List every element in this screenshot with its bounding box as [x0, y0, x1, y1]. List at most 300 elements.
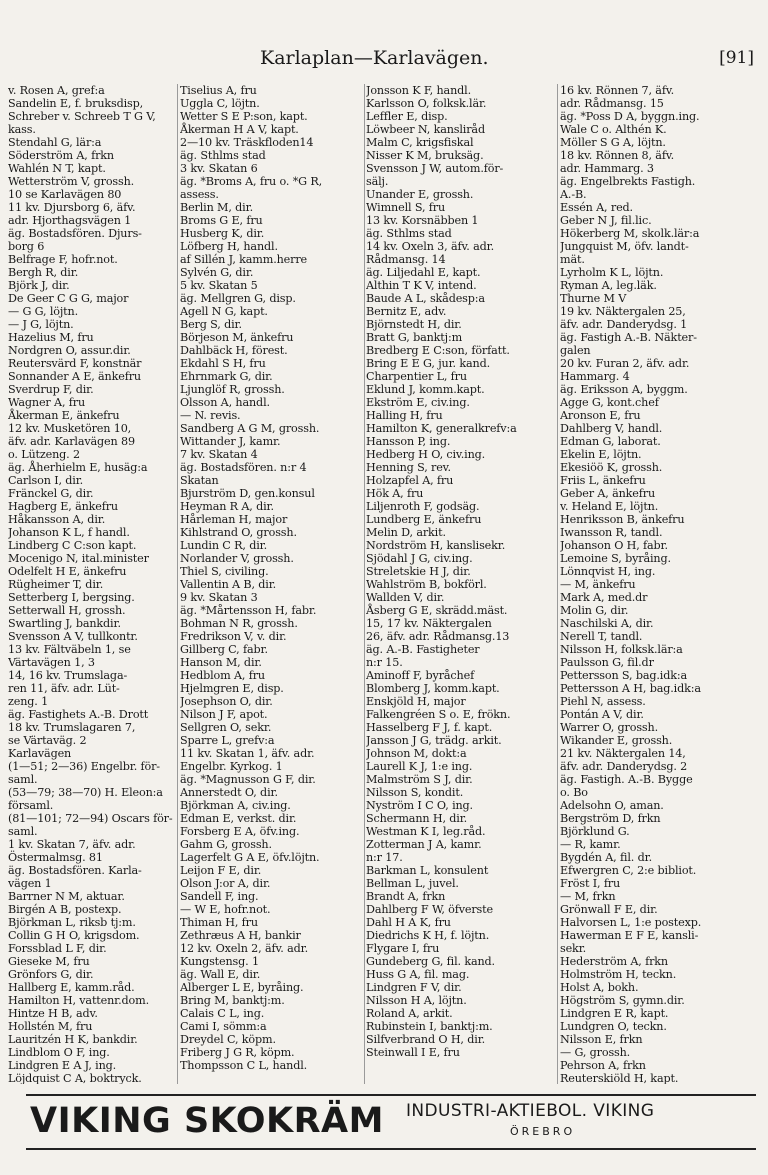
directory-entry: Hammarg. 4	[560, 370, 630, 383]
directory-entry: 9 kv. Skatan 3	[180, 591, 258, 604]
directory-entry: Halling H, fru	[366, 409, 443, 422]
directory-entry: o. Lützeng. 2	[8, 448, 80, 461]
directory-entry: Baude A L, skådesp:a	[366, 292, 485, 305]
directory-entry: Bergström D, frkn	[560, 812, 661, 825]
directory-entry: Nilsson S, kondit.	[366, 786, 464, 799]
directory-entry: 18 kv. Rönnen 8, äfv.	[560, 149, 675, 162]
directory-entry: Forssblad L F, dir.	[8, 942, 107, 955]
directory-entry: Lundberg E, änkefru	[366, 513, 482, 526]
directory-entry: Berg S, dir.	[180, 318, 242, 331]
page-header	[0, 46, 768, 70]
directory-entry: Dahl H A K, fru	[366, 916, 451, 929]
directory-entry: Fredrikson V, v. dir.	[180, 630, 287, 643]
directory-entry: Schermann H, dir.	[366, 812, 468, 825]
directory-entry: Ekström E, civ.ing.	[366, 396, 470, 409]
directory-entry: Steinwall I E, fru	[366, 1046, 460, 1059]
directory-entry: äg. Fastigh A.-B. Näkter-	[560, 331, 697, 344]
directory-entry: Friberg J G R, köpm.	[180, 1046, 295, 1059]
directory-entry: Lyrholm K L, löjtn.	[560, 266, 664, 279]
directory-entry: Hansson P, ing.	[366, 435, 451, 448]
directory-entry: Håkansson A, dir.	[8, 513, 106, 526]
directory-entry: Nilsson H, folksk.lär:a	[560, 643, 683, 656]
directory-entry: Hagberg E, änkefru	[8, 500, 118, 513]
directory-entry: Nyström I C O, ing.	[366, 799, 473, 812]
directory-entry: 16 kv. Rönnen 7, äfv.	[560, 84, 675, 97]
directory-entry: Holst A, bokh.	[560, 981, 639, 994]
directory-entry: Pontán A V, dir.	[560, 708, 644, 721]
directory-entry: Ekesiöö K, grossh.	[560, 461, 663, 474]
directory-entry: Lagerfelt G A E, öfv.löjtn.	[180, 851, 320, 864]
directory-entry: Aminoff F, byråchef	[366, 669, 475, 682]
directory-entry: 12 kv. Musketören 10,	[8, 422, 132, 435]
directory-entry: äg. Engelbrekts Fastigh.	[560, 175, 696, 188]
directory-entry: Nilson J F, apot.	[180, 708, 268, 721]
directory-entry: ren 11, äfv. adr. Lüt-	[8, 682, 120, 695]
directory-entry: Althin T K V, intend.	[366, 279, 477, 292]
directory-entry: Naschilski A, dir.	[560, 617, 654, 630]
directory-entry: äg. Bostadsfören. Karla-	[8, 864, 142, 877]
directory-entry: Hjelmgren E, disp.	[180, 682, 284, 695]
directory-entry: Ekdahl S H, fru	[180, 357, 266, 370]
directory-entry: Sonnander A E, änkefru	[8, 370, 141, 383]
directory-entry: Börjeson M, änkefru	[180, 331, 294, 344]
directory-entry: De Geer C G G, major	[8, 292, 129, 305]
directory-entry: Broms G E, fru	[180, 214, 263, 227]
directory-entry: Bratt G, banktj:m	[366, 331, 463, 344]
directory-entry: Melin D, arkit.	[366, 526, 446, 539]
directory-entry: Pettersson A H, bag.idk:a	[560, 682, 701, 695]
directory-entry: äg. Åherhielm E, husäg:a	[8, 461, 148, 474]
directory-entry: Alberger L E, byråing.	[180, 981, 304, 994]
directory-entry: vägen 1	[8, 877, 52, 890]
directory-entry: (81—101; 72—94) Oscars för-	[8, 812, 173, 825]
directory-entry: äfv. adr. Danderydsg. 1	[560, 318, 688, 331]
directory-entry: Bring M, banktj:m.	[180, 994, 285, 1007]
directory-entry: Vallentin A B, dir.	[180, 578, 277, 591]
directory-entry: Lauritzén H K, bankdir.	[8, 1033, 138, 1046]
directory-entry: Hasselberg F J, f. kapt.	[366, 721, 493, 734]
page-title: Karlaplan—Karlavägen.	[260, 47, 489, 69]
directory-entry: Nordström H, kanslisekr.	[366, 539, 506, 552]
directory-entry: Eklund J, komm.kapt.	[366, 383, 485, 396]
directory-entry: Malmström S J, dir.	[366, 773, 473, 786]
directory-entry: Carlson I, dir.	[8, 474, 84, 487]
directory-entry: Lindberg C C:son kapt.	[8, 539, 137, 552]
directory-column-2	[180, 84, 366, 1084]
directory-entry: Dahlberg V, handl.	[560, 422, 663, 435]
directory-entry: Zethræus A H, bankir	[180, 929, 301, 942]
directory-entry: Thurne M V	[560, 292, 627, 305]
directory-entry: o. Bo	[560, 786, 588, 799]
directory-entry: Holzapfel A, fru	[366, 474, 454, 487]
directory-entry: Norlander V, grossh.	[180, 552, 294, 565]
directory-entry: Charpentier L, fru	[366, 370, 467, 383]
directory-entry: assess.	[180, 188, 219, 201]
directory-entry: Enskjöld H, major	[366, 695, 466, 708]
directory-entry: borg 6	[8, 240, 45, 253]
directory-entry: se Värtaväg. 2	[8, 734, 87, 747]
directory-entry: Swartling J, bankdir.	[8, 617, 121, 630]
directory-entry: Bergh R, dir.	[8, 266, 79, 279]
directory-entry: 21 kv. Näktergalen 14,	[560, 747, 686, 760]
directory-entry: 18 kv. Trumslagaren 7,	[8, 721, 136, 734]
directory-entry: Karlsson O, folksk.lär.	[366, 97, 487, 110]
directory-entry: Leffler E, disp.	[366, 110, 448, 123]
directory-entry: Berlin M, dir.	[180, 201, 253, 214]
directory-entry: Kungstensg. 1	[180, 955, 259, 968]
directory-entry: Bjurström D, gen.konsul	[180, 487, 315, 500]
directory-entry: Sparre L, grefv:a	[180, 734, 275, 747]
directory-entry: Wetter S E P:son, kapt.	[180, 110, 308, 123]
directory-entry: Barrner N M, aktuar.	[8, 890, 125, 903]
directory-entry: Odelfelt H E, änkefru	[8, 565, 127, 578]
directory-entry: Hanson M, dir.	[180, 656, 262, 669]
directory-entry: Geber A, änkefru	[560, 487, 656, 500]
directory-entry: äg. Sthlms stad	[180, 149, 266, 162]
directory-entry: Hawerman E F E, kansli-	[560, 929, 699, 942]
directory-entry: Svensson A V, tullkontr.	[8, 630, 138, 643]
directory-entry: 3 kv. Skatan 6	[180, 162, 258, 175]
directory-entry: Cami I, sömm:a	[180, 1020, 267, 1033]
directory-entry: Tiselius A, fru	[180, 84, 257, 97]
directory-entry: A.-B.	[560, 188, 587, 201]
directory-entry: Björkman A, civ.ing.	[180, 799, 291, 812]
advertisement-banner	[26, 1094, 756, 1150]
directory-entry: 14, 16 kv. Trumslaga-	[8, 669, 128, 682]
directory-entry: saml.	[8, 825, 38, 838]
directory-entry: Bohman N R, grossh.	[180, 617, 298, 630]
directory-entry: Belfrage F, hofr.not.	[8, 253, 118, 266]
directory-entry: sälj.	[366, 175, 389, 188]
directory-entry: n:r 15.	[366, 656, 403, 669]
directory-entry: Fränckel G, dir.	[8, 487, 94, 500]
directory-entry: Barkman L, konsulent	[366, 864, 489, 877]
directory-entry: 15, 17 kv. Näktergalen	[366, 617, 492, 630]
directory-entry: Paulsson G, fil.dr	[560, 656, 654, 669]
directory-entry: äg. Fastigh. A.-B. Bygge	[560, 773, 693, 786]
directory-entry: Lindgren F V, dir.	[366, 981, 462, 994]
directory-entry: Henriksson B, änkefru	[560, 513, 685, 526]
directory-entry: Olson J:or A, dir.	[180, 877, 271, 890]
directory-entry: äg. Bostadsfören. n:r 4	[180, 461, 307, 474]
directory-entry: Östermalmsg. 81	[8, 851, 103, 864]
directory-entry: äfv. adr. Danderydsg. 2	[560, 760, 688, 773]
directory-entry: äg. *Mårtensson H, fabr.	[180, 604, 317, 617]
directory-entry: — M, frkn	[560, 890, 616, 903]
directory-entry: Värtavägen 1, 3	[8, 656, 95, 669]
directory-entry: zeng. 1	[8, 695, 49, 708]
directory-entry: Fröst I, fru	[560, 877, 621, 890]
directory-entry: 13 kv. Korsnäbben 1	[366, 214, 479, 227]
directory-entry: Laurell K J, 1:e ing.	[366, 760, 473, 773]
directory-entry: Kihlstrand O, grossh.	[180, 526, 297, 539]
directory-entry: Agell N G, kapt.	[180, 305, 268, 318]
directory-entry: Setterwall H, grossh.	[8, 604, 126, 617]
directory-column-1	[8, 84, 178, 1084]
directory-entry: Jonsson K F, handl.	[366, 84, 471, 97]
directory-entry: äg. Bostadsfören. Djurs-	[8, 227, 142, 240]
ad-city: ÖREBRO	[510, 1125, 576, 1138]
directory-entry: Unander E, grossh.	[366, 188, 474, 201]
directory-entry: — R, kamr.	[560, 838, 621, 851]
directory-entry: Bygdén A, fil. dr.	[560, 851, 652, 864]
directory-entry: Johanson O H, fabr.	[560, 539, 668, 552]
directory-entry: — G, grossh.	[560, 1046, 631, 1059]
directory-entry: Zotterman J A, kamr.	[366, 838, 482, 851]
directory-entry: Grönwall F E, dir.	[560, 903, 658, 916]
directory-entry: 26, äfv. adr. Rådmansg.13	[366, 630, 510, 643]
directory-entry: Nerell T, tandl.	[560, 630, 643, 643]
directory-entry: Hedblom A, fru	[180, 669, 265, 682]
directory-entry: Piehl N, assess.	[560, 695, 646, 708]
directory-entry: Söderström A, frkn	[8, 149, 114, 162]
directory-entry: Edman E, verkst. dir.	[180, 812, 297, 825]
directory-entry: äg. Liljedahl E, kapt.	[366, 266, 481, 279]
directory-entry: Iwansson R, tandl.	[560, 526, 663, 539]
directory-entry: Heyman R A, dir.	[180, 500, 274, 513]
directory-entry: Sylvén G, dir.	[180, 266, 254, 279]
directory-entry: Molin G, dir.	[560, 604, 629, 617]
directory-entry: v. Heland E, löjtn.	[560, 500, 659, 513]
directory-entry: Westman K I, leg.råd.	[366, 825, 486, 838]
directory-entry: Hårleman H, major	[180, 513, 288, 526]
directory-entry: Edman G, laborat.	[560, 435, 661, 448]
directory-entry: Brandt A, frkn	[366, 890, 446, 903]
directory-entry: Thiman H, fru	[180, 916, 258, 929]
directory-entry: Olsson A, handl.	[180, 396, 270, 409]
directory-entry: Lindblom O F, ing.	[8, 1046, 110, 1059]
directory-entry: Josephson O, dir.	[180, 695, 273, 708]
directory-entry: Gillberg C, fabr.	[180, 643, 268, 656]
directory-entry: Hamilton H, vattenr.dom.	[8, 994, 149, 1007]
directory-entry: — J G, löjtn.	[8, 318, 74, 331]
directory-entry: Sandell F, ing.	[180, 890, 259, 903]
directory-entry: Hamilton K, generalkrefv:a	[366, 422, 517, 435]
directory-entry: Skatan	[180, 474, 219, 487]
directory-entry: Wikander E, grossh.	[560, 734, 673, 747]
directory-entry: Nilsson E, frkn	[560, 1033, 643, 1046]
directory-entry: Wittander J, kamr.	[180, 435, 281, 448]
directory-entry: (1—51; 2—36) Engelbr. för-	[8, 760, 160, 773]
directory-entry: Dahlberg F W, öfverste	[366, 903, 493, 916]
directory-entry: Ehrnmark G, dir.	[180, 370, 273, 383]
directory-entry: Hollstén M, fru	[8, 1020, 93, 1033]
directory-entry: Hintze H B, adv.	[8, 1007, 98, 1020]
directory-entry: Rügheimer T, dir.	[8, 578, 104, 591]
directory-entry: Johanson K L, f handl.	[8, 526, 130, 539]
directory-entry: Sellgren O, sekr.	[180, 721, 272, 734]
directory-column-4	[560, 84, 765, 1084]
directory-entry: Rådmansg. 14	[366, 253, 446, 266]
directory-entry: Karlavägen	[8, 747, 72, 760]
directory-entry: 7 kv. Skatan 4	[180, 448, 258, 461]
directory-entry: Rubinstein I, banktj:m.	[366, 1020, 493, 1033]
directory-entry: 11 kv. Djursborg 6, äfv.	[8, 201, 136, 214]
directory-entry: Leijon F E, dir.	[180, 864, 262, 877]
directory-entry: Hederström A, frkn	[560, 955, 668, 968]
directory-entry: Bring E E G, jur. kand.	[366, 357, 490, 370]
directory-entry: 14 kv. Oxeln 3, äfv. adr.	[366, 240, 495, 253]
directory-entry: Wimnell S, fru	[366, 201, 445, 214]
directory-entry: adr. Rådmansg. 15	[560, 97, 664, 110]
directory-entry: Mark A, med.dr	[560, 591, 648, 604]
directory-entry: Stendahl G, lär:a	[8, 136, 102, 149]
directory-entry: (53—79; 38—70) H. Eleon:a	[8, 786, 163, 799]
directory-entry: Svensson J W, autom.för-	[366, 162, 504, 175]
directory-entry: Friis L, änkefru	[560, 474, 646, 487]
directory-entry: äg. Sthlms stad	[366, 227, 452, 240]
directory-entry: 11 kv. Skatan 1, äfv. adr.	[180, 747, 315, 760]
directory-entry: Högström S, gymn.dir.	[560, 994, 685, 1007]
directory-entry: Pehrson A, frkn	[560, 1059, 646, 1072]
directory-entry: Gahm G, grossh.	[180, 838, 272, 851]
directory-entry: Wagner A, fru	[8, 396, 86, 409]
directory-entry: Bredberg E C:son, författ.	[366, 344, 510, 357]
directory-entry: äg. *Broms A, fru o. *G R,	[180, 175, 323, 188]
directory-entry: Hazelius M, fru	[8, 331, 94, 344]
directory-entry: Efwergren C, 2:e bibliot.	[560, 864, 697, 877]
directory-entry: Åkerman E, änkefru	[8, 409, 120, 422]
directory-entry: Björnstedt H, dir.	[366, 318, 462, 331]
ad-company: INDUSTRI-AKTIEBOL. VIKING	[406, 1101, 655, 1121]
directory-entry: Björklund G.	[560, 825, 630, 838]
directory-entry: Reutersvärd F, konstnär	[8, 357, 142, 370]
directory-entry: Wallden V, dir.	[366, 591, 445, 604]
directory-entry: Nordgren O, assur.dir.	[8, 344, 131, 357]
directory-entry: Collin G H O, krigsdom.	[8, 929, 140, 942]
directory-entry: Björkman L, riksb tj:m.	[8, 916, 136, 929]
directory-entry: Setterberg I, bergsing.	[8, 591, 135, 604]
directory-entry: Gieseke M, fru	[8, 955, 90, 968]
directory-entry: Hökerberg M, skolk.lär:a	[560, 227, 700, 240]
directory-entry: Henning S, rev.	[366, 461, 451, 474]
directory-entry: 12 kv. Oxeln 2, äfv. adr.	[180, 942, 309, 955]
directory-entry: Sverdrup F, dir.	[8, 383, 94, 396]
directory-entry: Streletskie H J, dir.	[366, 565, 471, 578]
directory-entry: Thiel S, civiling.	[180, 565, 269, 578]
directory-entry: Hallberg E, kamm.råd.	[8, 981, 135, 994]
directory-entry: Wahlén N T, kapt.	[8, 162, 106, 175]
directory-entry: församl.	[8, 799, 54, 812]
directory-entry: Löwbeer N, kansliråd	[366, 123, 485, 136]
directory-entry: galen	[560, 344, 591, 357]
directory-entry: Blomberg J, komm.kapt.	[366, 682, 500, 695]
directory-entry: Sandelin E, f. bruksdisp,	[8, 97, 144, 110]
directory-entry: — M, änkefru	[560, 578, 636, 591]
directory-entry: Husberg K, dir.	[180, 227, 265, 240]
directory-entry: Ryman A, leg.läk.	[560, 279, 657, 292]
directory-entry: n:r 17.	[366, 851, 403, 864]
directory-entry: mät.	[560, 253, 585, 266]
directory-entry: Dahlbäck H, förest.	[180, 344, 288, 357]
directory-entry: saml.	[8, 773, 38, 786]
directory-entry: Mocenigo N, ital.minister	[8, 552, 149, 565]
directory-entry: Huss G A, fil. mag.	[366, 968, 470, 981]
directory-entry: Pettersson S, bag.idk:a	[560, 669, 688, 682]
directory-entry: Ekelin E, löjtn.	[560, 448, 642, 461]
directory-entry: Birgén A B, postexp.	[8, 903, 122, 916]
directory-entry: 5 kv. Skatan 5	[180, 279, 258, 292]
directory-entry: v. Rosen A, gref:a	[8, 84, 105, 97]
directory-entry: Åkerman H A V, kapt.	[180, 123, 299, 136]
directory-entry: Wetterström V, grossh.	[8, 175, 135, 188]
directory-entry: Falkengréen S o. E, frökn.	[366, 708, 511, 721]
directory-entry: Malm C, krigsfiskal	[366, 136, 474, 149]
directory-entry: Forsberg E A, öfv.ing.	[180, 825, 300, 838]
directory-entry: Halvorsen L, 1:e postexp.	[560, 916, 702, 929]
directory-entry: — W E, hofr.not.	[180, 903, 271, 916]
directory-entry: Calais C L, ing.	[180, 1007, 265, 1020]
directory-entry: Jungquist M, öfv. landt-	[560, 240, 689, 253]
directory-entry: Engelbr. Kyrkog. 1	[180, 760, 283, 773]
directory-entry: Lemoine S, byråing.	[560, 552, 671, 565]
directory-entry: Björk J, dir.	[8, 279, 70, 292]
directory-entry: 19 kv. Näktergalen 25,	[560, 305, 686, 318]
directory-entry: Johnson M, dokt:a	[366, 747, 467, 760]
directory-entry: Ljunglöf R, grossh.	[180, 383, 285, 396]
directory-entry: Aronson E, fru	[560, 409, 641, 422]
directory-entry: 10 se Karlavägen 80	[8, 188, 122, 201]
directory-entry: äg. Eriksson A, byggm.	[560, 383, 688, 396]
directory-entry: Lundgren O, teckn.	[560, 1020, 667, 1033]
directory-entry: Warrer O, grossh.	[560, 721, 658, 734]
directory-entry: Sandberg A G M, grossh.	[180, 422, 320, 435]
directory-entry: Holmström H, teckn.	[560, 968, 677, 981]
directory-entry: 2—10 kv. Träskfloden14	[180, 136, 314, 149]
directory-entry: — G G, löjtn.	[8, 305, 78, 318]
directory-entry: Essén A, red.	[560, 201, 633, 214]
directory-entry: kass.	[8, 123, 36, 136]
directory-entry: Bellman L, juvel.	[366, 877, 459, 890]
directory-entry: äg. *Magnusson G F, dir.	[180, 773, 316, 786]
directory-entry: Bernitz E, adv.	[366, 305, 447, 318]
directory-entry: sekr.	[560, 942, 587, 955]
directory-entry: äg. Wall E, dir.	[180, 968, 261, 981]
directory-entry: Gundeberg G, fil. kand.	[366, 955, 495, 968]
directory-entry: Nisser K M, bruksäg.	[366, 149, 484, 162]
directory-entry: Schreber v. Schreeb T G V,	[8, 110, 156, 123]
directory-entry: Thompsson C L, handl.	[180, 1059, 308, 1072]
directory-entry: äg. Mellgren G, disp.	[180, 292, 296, 305]
directory-column-3	[366, 84, 558, 1084]
directory-entry: af Sillén J, kamm.herre	[180, 253, 308, 266]
directory-entry: Wale C o. Althén K.	[560, 123, 667, 136]
directory-entry: Geber N J, fil.lic.	[560, 214, 652, 227]
ad-brand: VIKING SKOKRÄM	[30, 1101, 384, 1141]
directory-entry: äg. Fastighets A.-B. Drott	[8, 708, 149, 721]
directory-entry: Åsberg G E, skrädd.mäst.	[366, 604, 508, 617]
directory-entry: Diedrichs K H, f. löjtn.	[366, 929, 490, 942]
directory-entry: Annerstedt O, dir.	[180, 786, 278, 799]
directory-entry: äfv. adr. Karlavägen 89	[8, 435, 135, 448]
directory-entry: Roland A, arkit.	[366, 1007, 453, 1020]
directory-entry: Sjödahl J G, civ.ing.	[366, 552, 473, 565]
directory-entry: Hedberg H O, civ.ing.	[366, 448, 486, 461]
directory-entry: Nilsson H A, löjtn.	[366, 994, 467, 1007]
directory-entry: Agge G, kont.chef	[560, 396, 659, 409]
directory-entry: Uggla C, löjtn.	[180, 97, 260, 110]
directory-entry: 13 kv. Fältväbeln 1, se	[8, 643, 131, 656]
directory-entry: Jansson J G, trädg. arkit.	[366, 734, 502, 747]
directory-entry: Grönfors G, dir.	[8, 968, 94, 981]
directory-entry: Löjdquist C A, boktryck.	[8, 1072, 142, 1084]
page-number: [91]	[719, 48, 754, 68]
directory-entry: Liljenroth F, godsäg.	[366, 500, 480, 513]
directory-entry: adr. Hammarg. 3	[560, 162, 654, 175]
directory-entry: Lindgren E A J, ing.	[8, 1059, 117, 1072]
directory-entry: 1 kv. Skatan 7, äfv. adr.	[8, 838, 136, 851]
directory-entry: Löfberg H, handl.	[180, 240, 278, 253]
